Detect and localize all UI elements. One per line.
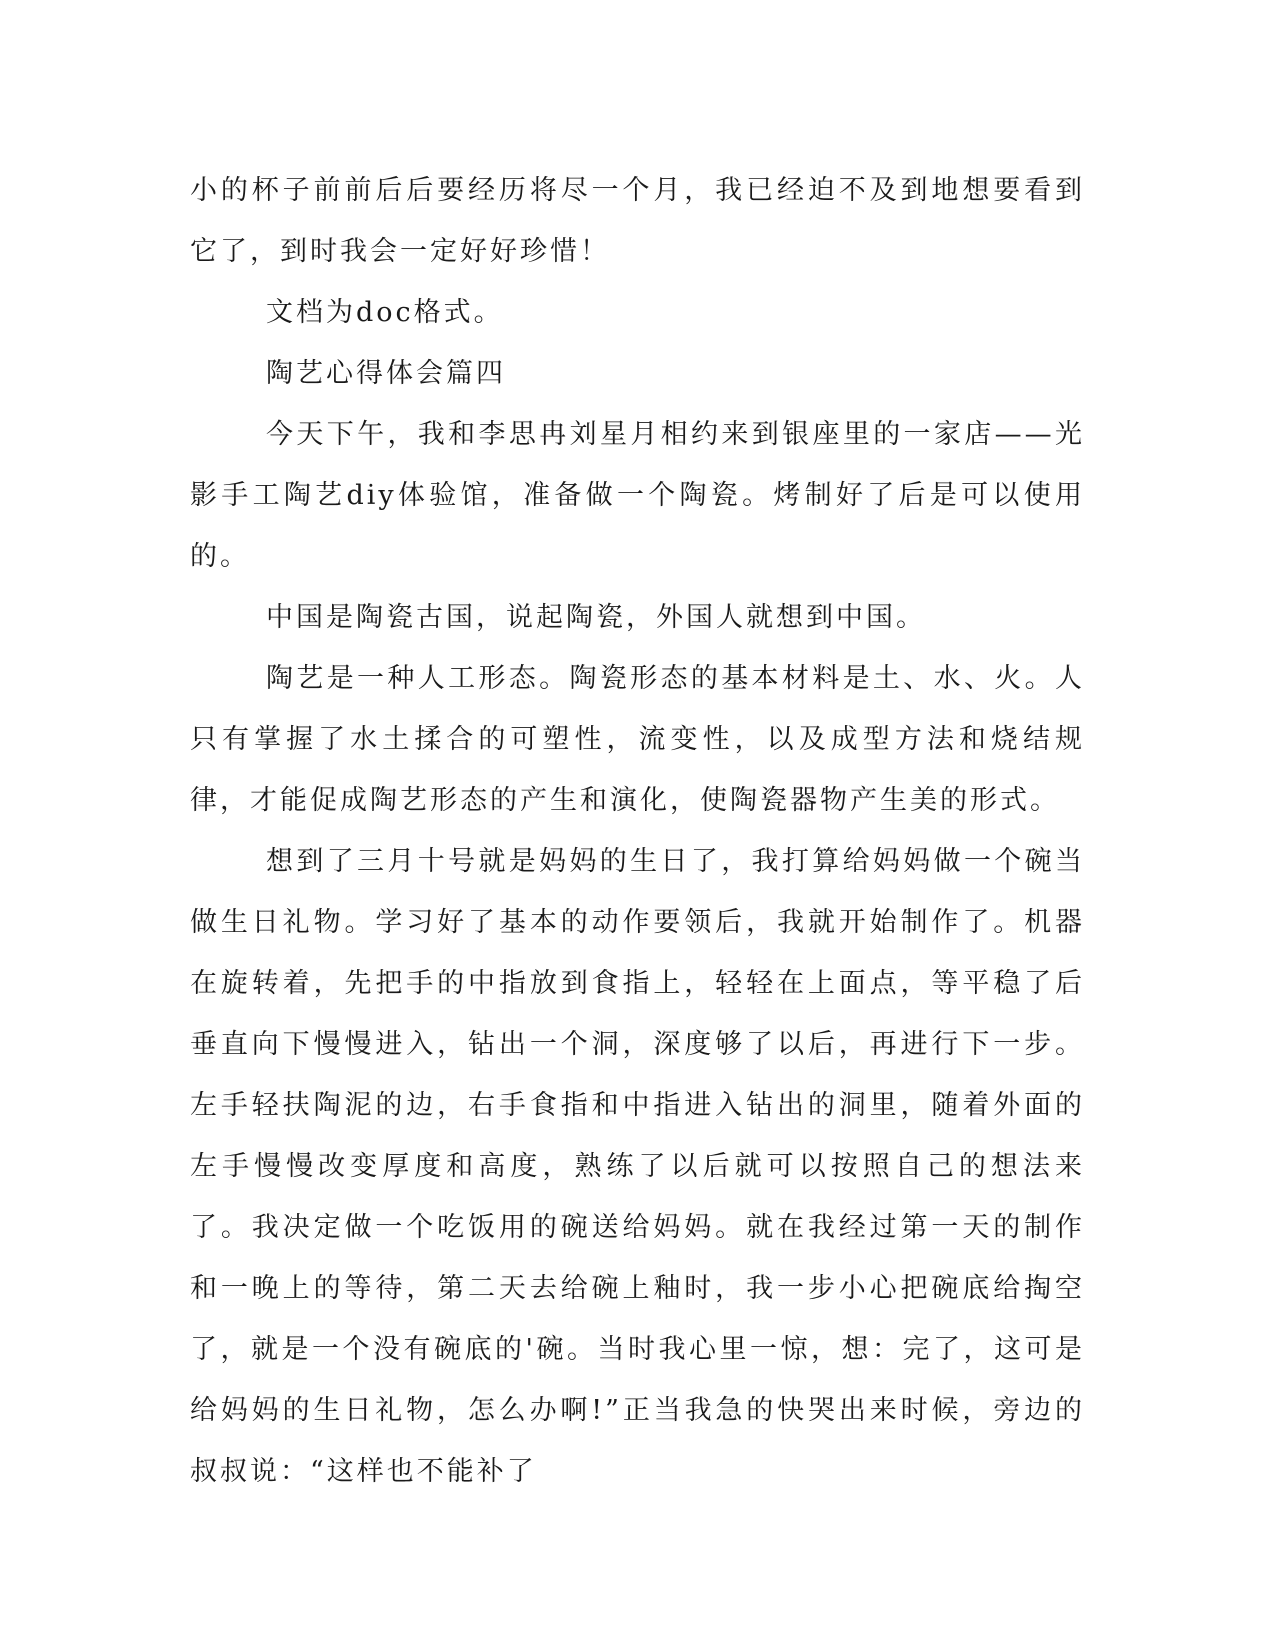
paragraph-5: 中国是陶瓷古国，说起陶瓷，外国人就想到中国。 <box>266 602 926 633</box>
paragraph-4: 今天下午，我和李思冉刘星月相约来到银座里的一家店——光影手工陶艺diy体验馆，准备做一个陶瓷。烤制好了后是可以使用的。 <box>190 419 1085 572</box>
paragraph-7: 想到了三月十号就是妈妈的生日了，我打算给妈妈做一个碗当做生日礼物。学习好了基本的动作要领后，我就开始制作了。机器在旋转着，先把手的中指放到食指上，轻轻在上面点，等平稳了后垂直向下慢慢进入，钻出一个洞，深度够了以后，再进行下一步。左手轻扶陶泥的边，右手食指和中指进入钻出的洞里，随着外面的左手慢慢改变厚度和高度，熟练了以后就可以按照自己的想法来了。我决定做一个吃饭用的碗送给妈妈。就在我经过第一天的制作和一晚上的等待，第二天去给碗上釉时，我一步小心把碗底给掏空了，就是一个没有碗底的'碗。当时我心里一惊，想：完了，这可是给妈妈的生日礼物，怎么办啊!”正当我急的快哭出来时候，旁边的叔叔说：“这样也不能补了 <box>190 846 1085 1487</box>
paragraph-2: 文档为doc格式。 <box>266 297 504 328</box>
paragraph-1: 小的杯子前前后后要经历将尽一个月，我已经迫不及到地想要看到它了，到时我会一定好好珍惜！ <box>190 175 1085 267</box>
section-heading: 陶艺心得体会篇四 <box>266 358 506 389</box>
document-body <box>190 160 1085 1502</box>
paragraph-6: 陶艺是一种人工形态。陶瓷形态的基本材料是土、水、火。人只有掌握了水土揉合的可塑性，流变性，以及成型方法和烧结规律，才能促成陶艺形态的产生和演化，使陶瓷器物产生美的形式。 <box>190 663 1085 816</box>
